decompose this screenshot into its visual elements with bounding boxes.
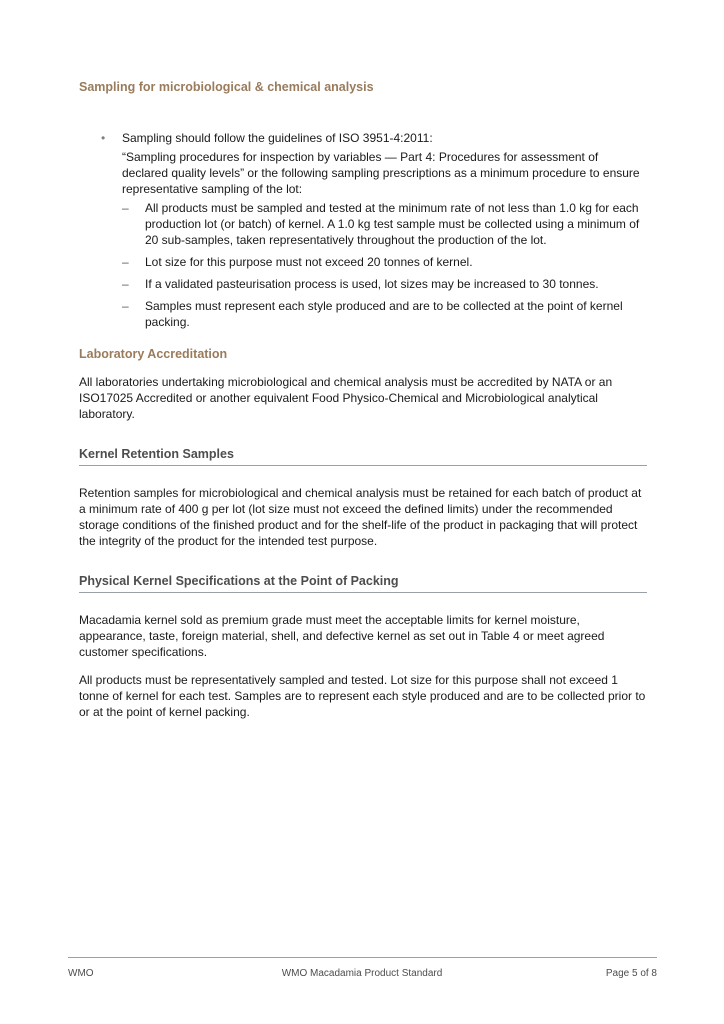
retention-body: Retention samples for microbiological and chemical analysis must be retained for each batch of product at a minimum rate of 400 g per lot (lot size must not exceed the defined limits) under the recommended storage conditions of the finished product and for the shelf-life of the product in packaging that will protect the integrity of the product for the intended test purpose. bbox=[79, 486, 642, 548]
sampling-intro: Sampling should follow the guidelines of ISO 3951-4:2011: bbox=[122, 131, 433, 145]
bullet-marker: • bbox=[101, 131, 106, 145]
list-item-text: All products must be sampled and tested at the minimum rate of not less than 1.0 kg for each production lot (or batch) of kernel. A 1.0 kg test sample must be collected using a minimum of 20 sub-samples, taken representatively throughout the production of the lot. bbox=[145, 201, 640, 247]
footer-title: WMO Macadamia Product Standard bbox=[281, 968, 443, 979]
sampling-heading: Sampling for microbiological & chemical analysis bbox=[79, 80, 374, 94]
sampling-bullet bbox=[79, 130, 647, 330]
list-item-text: If a validated pasteurisation process is used, lot sizes may be increased to 30 tonnes. bbox=[145, 277, 599, 291]
dash-marker: – bbox=[122, 299, 129, 313]
sampling-quote: “Sampling procedures for inspection by variables — Part 4: Procedures for assessment of declared quality levels” or the following sampling prescriptions as a minimum procedure to ensure representative sampling of the lot: bbox=[122, 150, 640, 196]
list-item bbox=[122, 276, 647, 292]
list-item-text: Samples must represent each style produced and are to be collected at the point of kernel packing. bbox=[145, 299, 623, 329]
list-item bbox=[122, 298, 647, 330]
page-content bbox=[79, 78, 647, 720]
list-item-text: Lot size for this purpose must not exceed 20 tonnes of kernel. bbox=[145, 255, 473, 269]
dash-marker: – bbox=[122, 201, 129, 215]
list-item bbox=[122, 200, 647, 248]
accreditation-body: All laboratories undertaking microbiological and chemical analysis must be accredited by NATA or an ISO17025 Accredited or another equivalent Food Physico-Chemical and Microbiological analytical laboratory. bbox=[79, 375, 613, 421]
physical-heading: Physical Kernel Specifications at the Point of Packing bbox=[79, 572, 647, 593]
physical-body-2: All products must be representatively sampled and tested. Lot size for this purpose shall not exceed 1 tonne of kernel for each test. Samples are to represent each style produced and are to be collected prior to or at the point of kernel packing. bbox=[79, 673, 646, 719]
footer-rule bbox=[68, 957, 657, 958]
page-number: Page 5 of 8 bbox=[605, 968, 657, 979]
accreditation-heading: Laboratory Accreditation bbox=[79, 347, 228, 361]
dash-marker: – bbox=[122, 277, 129, 291]
dash-marker: – bbox=[122, 255, 129, 269]
list-item bbox=[122, 254, 647, 270]
retention-heading: Kernel Retention Samples bbox=[79, 445, 647, 466]
footer-left: WMO bbox=[68, 968, 94, 979]
physical-body-1: Macadamia kernel sold as premium grade must meet the acceptable limits for kernel moisture, appearance, taste, foreign material, shell, and defective kernel as set out in Table 4 or meet agreed customer specifications. bbox=[79, 613, 605, 659]
sampling-dash-list bbox=[122, 200, 647, 330]
